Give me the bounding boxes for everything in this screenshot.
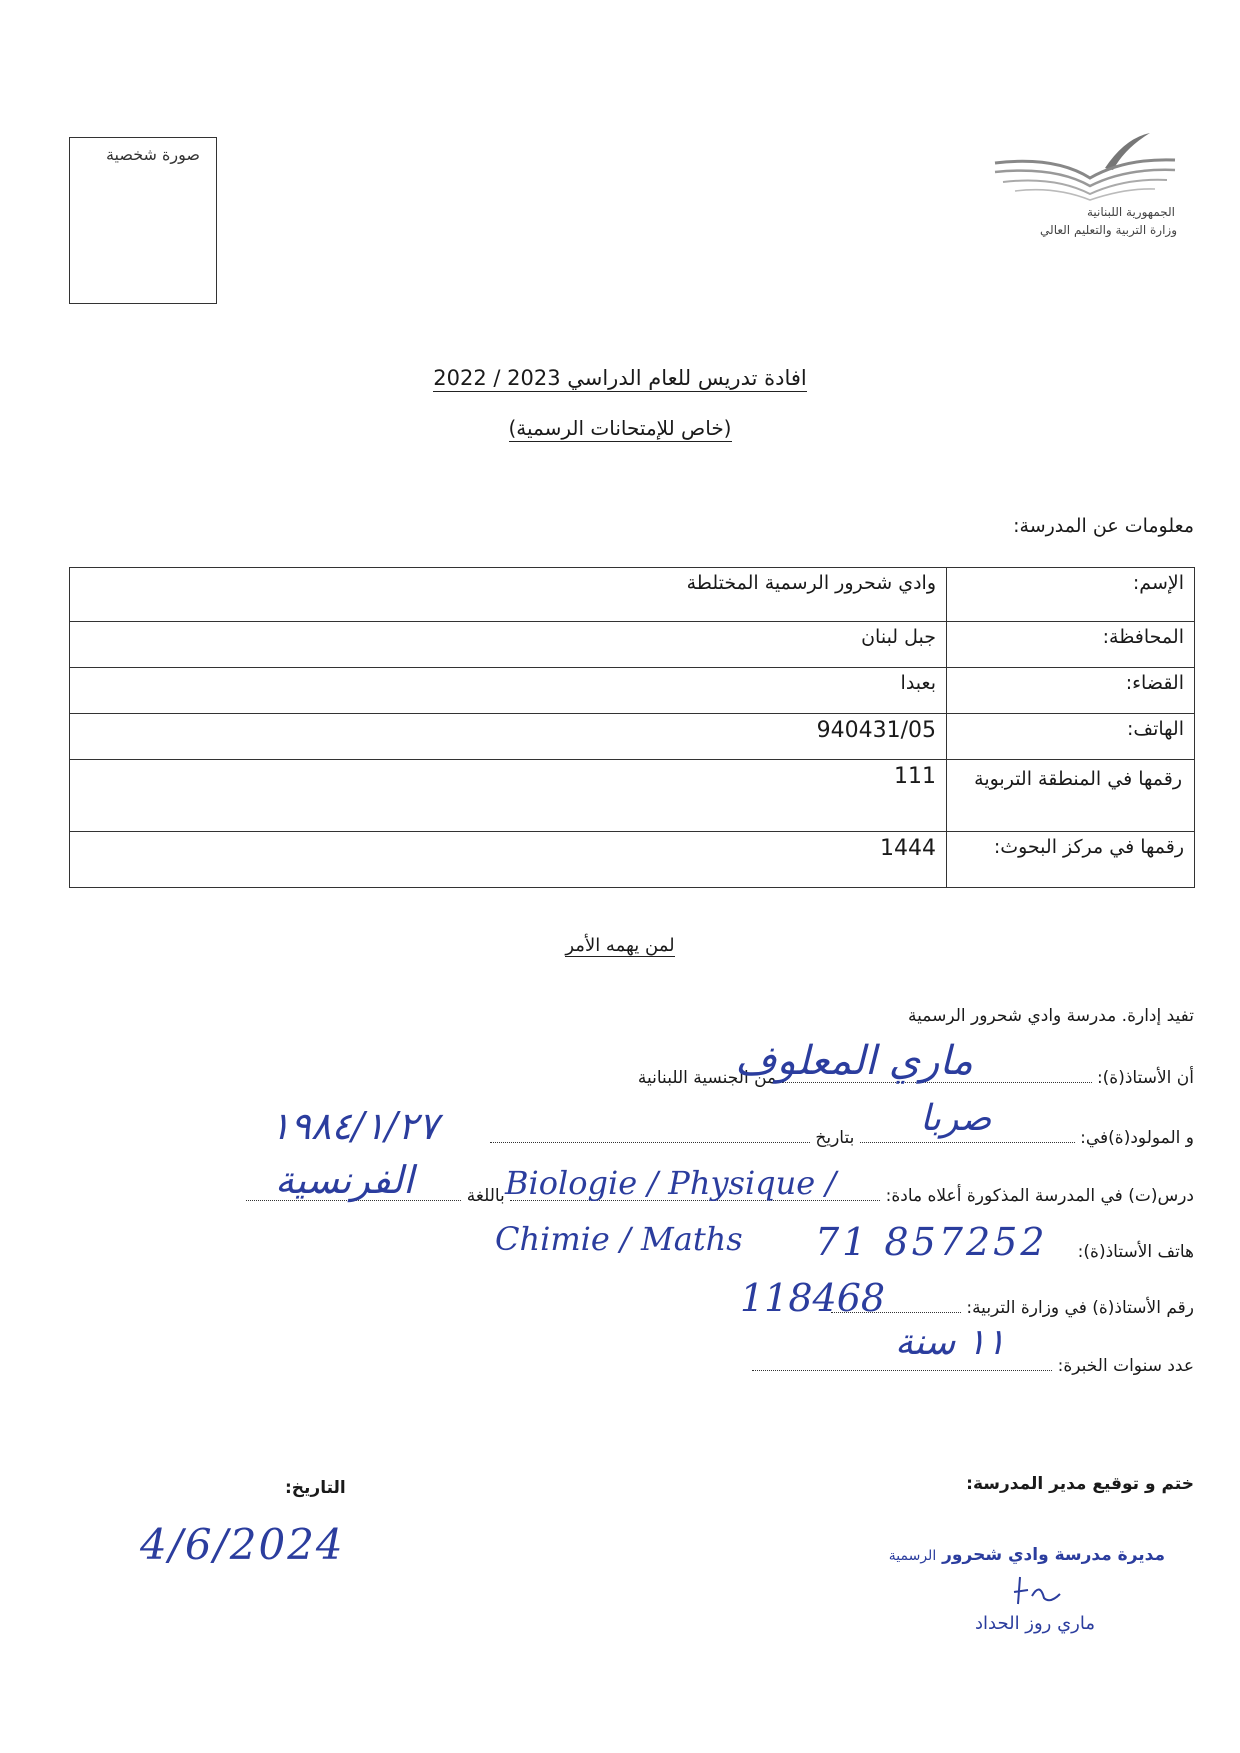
subjects-handwritten-line2: Chimie / Maths: [495, 1220, 743, 1258]
phone-label: هاتف الأستاذ(ة):: [1077, 1242, 1194, 1262]
photo-label: صورة شخصية: [105, 145, 200, 164]
birth-date-dots: [490, 1128, 810, 1143]
logo-ministry-text: وزارة التربية والتعليم العالي: [1040, 223, 1177, 237]
table-value: بعبدا: [70, 668, 947, 714]
ministry-number-handwritten: 118468: [740, 1276, 886, 1320]
table-value: جبل لبنان: [70, 622, 947, 668]
school-info-heading: معلومات عن المدرسة:: [1013, 515, 1194, 537]
nationality-text: من الجنسية اللبنانية: [637, 1068, 777, 1088]
stamp-title: [889, 1545, 1165, 1565]
intro-line: تفيد إدارة. مدرسة وادي شحرور الرسمية: [908, 1006, 1194, 1026]
subtitle-text: (خاص للإمتحانات الرسمية): [508, 416, 732, 440]
signature-heading: ختم و توقيع مدير المدرسة:: [966, 1474, 1194, 1494]
birth-date-handwritten: ١٩٨٤/١/٢٧: [270, 1104, 439, 1148]
table-label: القضاء:: [947, 668, 1195, 714]
birth-line: [490, 1128, 1194, 1148]
table-label: الإسم:: [947, 568, 1195, 622]
table-value: 1444: [70, 832, 947, 888]
subjects-handwritten: Biologie / Physique /: [505, 1164, 837, 1202]
document-subtitle: [0, 416, 1240, 440]
table-value: وادي شحرور الرسمية المختلطة: [70, 568, 947, 622]
ministry-label: رقم الأستاذ(ة) في وزارة التربية:: [966, 1298, 1194, 1318]
photo-box: [69, 137, 217, 304]
principal-name: ماري روز الحداد: [975, 1613, 1095, 1634]
phone-handwritten: 71 857252: [815, 1220, 1048, 1264]
teacher-label: أن الأستاذ(ة):: [1096, 1068, 1194, 1088]
document-title: [0, 366, 1240, 392]
experience-handwritten: ١١ سنة: [895, 1322, 1006, 1363]
table-row: [70, 832, 1195, 888]
table-value: 940431/05: [70, 714, 947, 760]
language-label: باللغة: [466, 1186, 505, 1206]
born-label: و المولود(ة)في:: [1080, 1128, 1194, 1148]
to-whom-it-may-concern: [0, 935, 1240, 956]
birthplace-handwritten: صربا: [920, 1098, 992, 1139]
stamp-title-suffix: الرسمية: [888, 1548, 937, 1564]
title-text: افادة تدريس للعام الدراسي 2023 / 2022: [433, 366, 807, 390]
table-row: [70, 568, 1195, 622]
date-heading: التاريخ:: [285, 1478, 346, 1498]
table-label: رقمها في مركز البحوث:: [947, 832, 1195, 888]
table-row: [70, 622, 1195, 668]
language-handwritten: الفرنسية: [275, 1158, 414, 1202]
school-info-table: [69, 567, 1195, 888]
taught-label: درس(ت) في المدرسة المذكورة أعلاه مادة:: [885, 1186, 1194, 1206]
stamp-title-text: مديرة مدرسة وادي شحرور: [942, 1545, 1165, 1565]
table-value: 111: [70, 760, 947, 832]
date-label: بتاريخ: [815, 1128, 855, 1148]
table-label: الهاتف:: [947, 714, 1195, 760]
phone-line: [1078, 1242, 1194, 1262]
ministry-number-line: [831, 1298, 1194, 1318]
table-row: [70, 714, 1195, 760]
teacher-name-handwritten: ماري المعلوف: [735, 1038, 974, 1084]
date-handwritten: 4/6/2024: [140, 1520, 345, 1569]
table-row: [70, 668, 1195, 714]
concern-text: لمن يهمه الأمر: [565, 935, 675, 956]
signature-scribble-icon: [1010, 1572, 1070, 1612]
table-label: المحافظة:: [947, 622, 1195, 668]
table-row: [70, 760, 1195, 832]
experience-label: عدد سنوات الخبرة:: [1057, 1356, 1194, 1376]
logo-republic-text: الجمهورية اللبنانية: [1086, 205, 1175, 219]
table-label: رقمها في المنطقة التربوية: [947, 760, 1195, 832]
